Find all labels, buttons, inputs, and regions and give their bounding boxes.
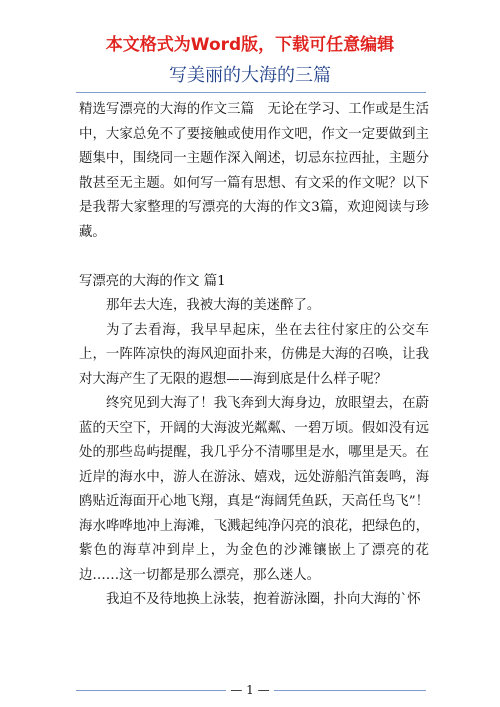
document-title: 写美丽的大海的三篇 bbox=[169, 65, 331, 86]
section-heading: 写漂亮的大海的作文 篇1 bbox=[79, 273, 226, 289]
document-body bbox=[79, 98, 429, 613]
body-paragraph-1: 那年去大连，我被大海的美迷醉了。 bbox=[106, 298, 321, 313]
page-number-text: — 1 — bbox=[226, 683, 273, 697]
body-paragraph-2: 为了去看海，我早早起床，坐在去往付家庄的公交车上，一阵阵凉快的海风迎面扑来，仿佛是大海的召唤，让我对大海产生了无限的遐想——海到底是什么样子呢？ bbox=[79, 322, 429, 387]
header-rule bbox=[76, 92, 426, 93]
page-number bbox=[0, 682, 500, 698]
intro-paragraph: 精选写漂亮的大海的作文三篇 无论在学习、工作或是生活中，大家总免不了要接触或使用作文吧，作文一定要做到主题集中，围绕同一主题作深入阐述，切忌东拉西扯，主题分散甚至无主题。如何写一篇有思想、有文采的作文呢？以下是我帮大家整理的写漂亮的大海的作文3篇，欢迎阅读与珍藏。 bbox=[79, 102, 429, 240]
body-paragraph-3: 终究见到大海了！我飞奔到大海身边，放眼望去，在蔚蓝的天空下，开阔的大海波光粼粼、一碧万顷。假如没有远处的那些岛屿提醒，我几乎分不清哪里是水，哪里是天。在近岸的海水中，游人在游泳、嬉戏，远处游船汽笛轰鸣，海鸥贴近海面开心地飞翔，真是“海阔凭鱼跃，天高任鸟飞”！海水哗哗地冲上海滩，飞溅起纯净闪亮的浪花，把绿色的，紫色的海草冲到岸上，为金色的沙滩镶嵌上了漂亮的花边……这一切都是那么漂亮，那么迷人。 bbox=[79, 396, 429, 583]
watermark-banner: 本文格式为Word版，下载可任意编辑 bbox=[105, 35, 395, 55]
blank-line bbox=[79, 245, 429, 270]
body-paragraph-4: 我迫不及待地换上泳装，抱着游泳圈，扑向大海的`怀 bbox=[106, 592, 421, 607]
